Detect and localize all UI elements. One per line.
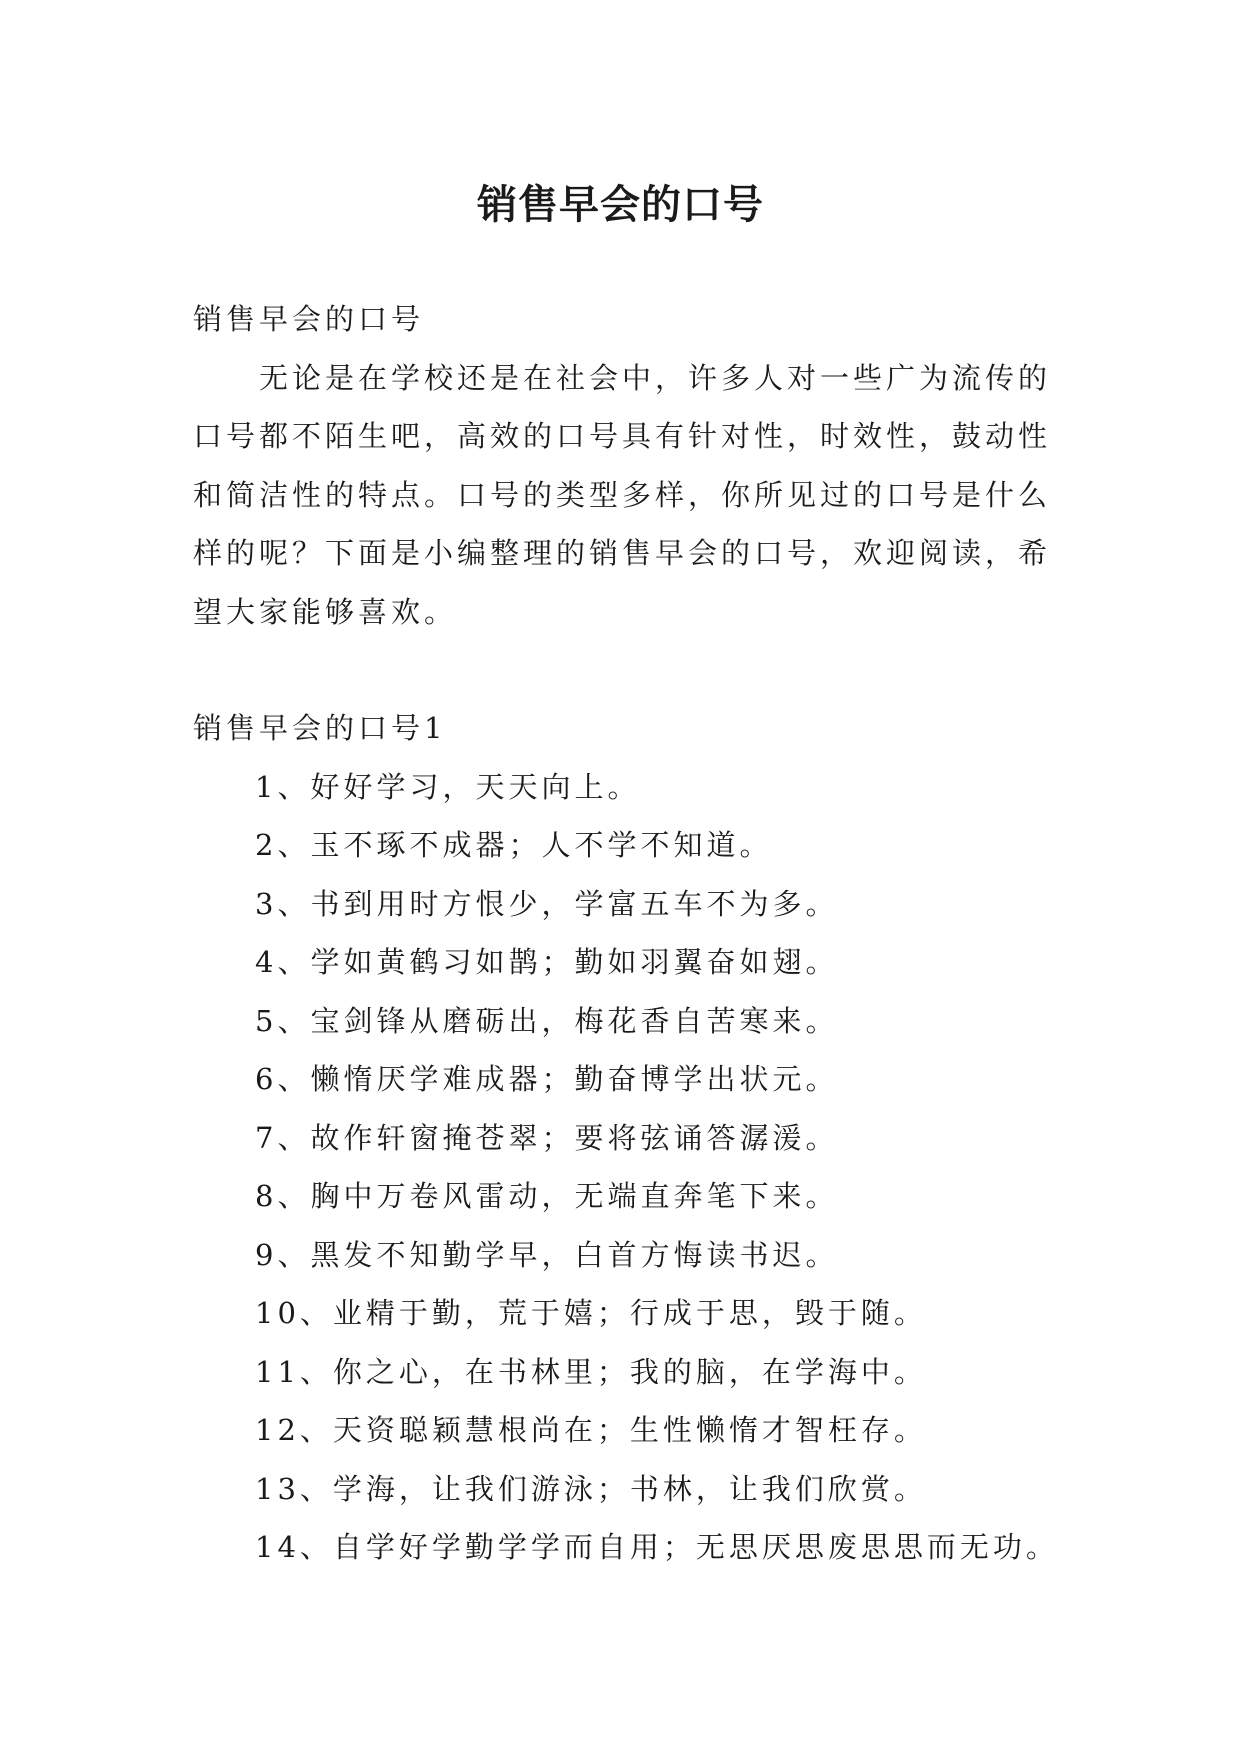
list-item: 11、你之心，在书林里；我的脑，在学海中。 [255, 1354, 927, 1389]
document-body [193, 290, 1073, 1577]
slogan-list [193, 758, 1073, 1577]
list-item: 9、黑发不知勤学早，白首方悔读书迟。 [255, 1237, 839, 1272]
list-item: 8、胸中万卷风雷动，无端直奔笔下来。 [255, 1179, 839, 1213]
list-item: 13、学海，让我们游泳；书林，让我们欣赏。 [255, 1471, 927, 1506]
list-item: 6、懒惰厌学难成器；勤奋博学出状元。 [255, 1062, 839, 1096]
list-item: 4、学如黄鹤习如鹊；勤如羽翼奋如翅。 [255, 945, 839, 979]
list-item: 3、书到用时方恨少，学富五车不为多。 [255, 886, 839, 921]
document-subtitle: 销售早会的口号 [193, 302, 425, 336]
list-item: 14、自学好学勤学学而自用；无思厌思废思思而无功。 [255, 1530, 1059, 1564]
list-item: 7、故作轩窗掩苍翠；要将弦诵答潺湲。 [255, 1120, 839, 1155]
list-item: 5、宝剑锋从磨砺出，梅花香自苦寒来。 [255, 1003, 839, 1038]
list-item: 12、天资聪颖慧根尚在；生性懒惰才智枉存。 [255, 1413, 927, 1447]
intro-paragraph: 无论是在学校还是在社会中，许多人对一些广为流传的口号都不陌生吧，高效的口号具有针对性，时效性，鼓动性和简洁性的特点。口号的类型多样，你所见过的口号是什么样的呢？下面是小编整理的销售早会的口号，欢迎阅读，希望大家能够喜欢。 [193, 360, 1052, 629]
list-item: 1、好好学习，天天向上。 [255, 769, 641, 804]
section-heading: 销售早会的口号1 [193, 711, 447, 745]
list-item: 2、玉不琢不成器；人不学不知道。 [255, 828, 773, 862]
document-title: 销售早会的口号 [477, 181, 764, 228]
list-item: 10、业精于勤，荒于嬉；行成于思，毁于随。 [255, 1296, 927, 1330]
